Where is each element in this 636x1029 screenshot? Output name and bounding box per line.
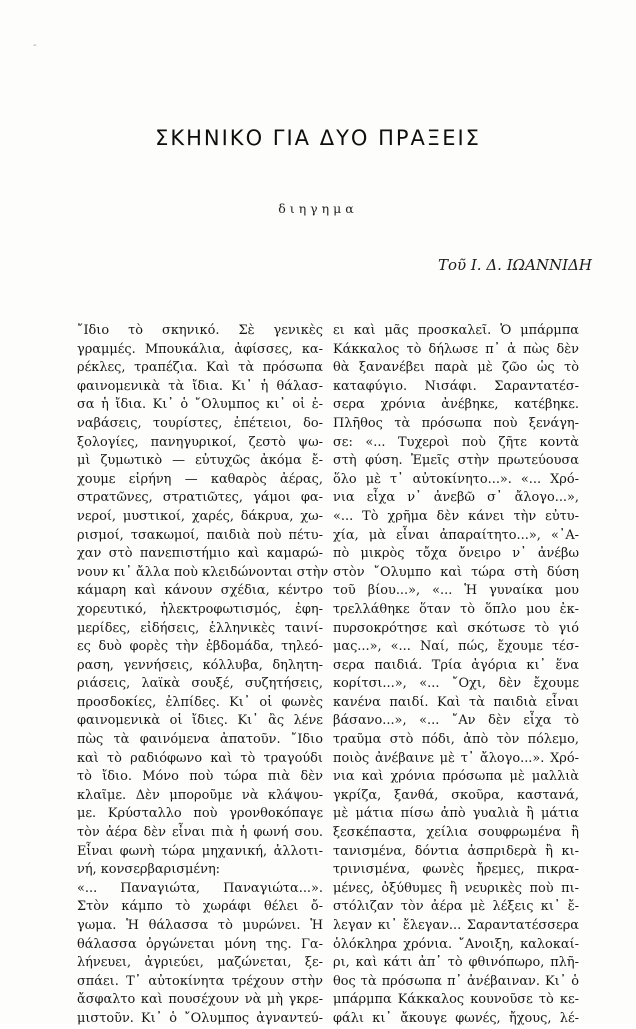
text-line: φαινομενικὰ οἱ ἴδιες. Κι᾽ ἂς λένε	[77, 713, 323, 729]
text-line: καταφύγιο. Νισάφι. Σαραντατέσ-	[333, 378, 579, 394]
text-line: κλαῖμε. Δὲν μποροῦμε νὰ κλάψου-	[77, 787, 323, 803]
text-line: σερα χρόνια ἀνέβηκε, κατέβηκε.	[333, 397, 579, 413]
text-line: στὴ φύση. Ἐμεῖς στὴν πρωτεύουσα	[333, 453, 579, 469]
text-line: νή, κονσερβαρισμένη:	[77, 862, 221, 878]
text-line: ραση, γεννήσεις, κόλλυβα, δηλητη-	[77, 657, 323, 673]
text-line: θάλασσα ὀργώνεται μόνη της. Γα-	[77, 936, 323, 952]
text-line: στόλιζαν τὸν ἀέρα μὲ λέξεις κι᾽ ἔ-	[333, 899, 579, 915]
text-line: μερίδες, εἰδήσεις, ἑλληνικὲς ταινί-	[77, 620, 323, 636]
text-line: ναβάσεις, τουρίστες, ἐπέτειοι, δο-	[77, 415, 323, 431]
text-line: νεροί, μυστικοί, χαρές, δάκρυα, χω-	[77, 508, 323, 524]
text-line: ξολογίες, πανηγυρικοί, ζεστὸ ψω-	[77, 434, 323, 450]
right-text-column	[333, 322, 579, 1029]
text-line: γκρίζα, ξανθά, σκοῦρα, καστανά,	[333, 787, 579, 803]
text-line: ποιὸς ἀνέβαινε μὲ τ᾽ ἄλογο...». Χρό-	[333, 750, 579, 766]
text-line: στρατῶνες, στρατιῶτες, γάμοι φα-	[77, 490, 323, 506]
text-line: ει καὶ μᾶς προσκαλεῖ. Ὁ μπάρμπα	[333, 323, 579, 338]
text-line: τὸ ἴδιο. Μόνο ποὺ τώρα πιὰ δὲν	[77, 769, 323, 785]
text-line: τραῦμα στὸ πόδι, ἀπὸ τὸν πόλεμο,	[333, 732, 579, 748]
text-line: ἄσφαλτο καὶ πουσέχουν νὰ μὴ γκρε-	[77, 992, 323, 1008]
text-line: ὅλο μὲ τ᾽ αὐτοκίνητο...». «... Χρό-	[333, 471, 579, 487]
text-line: προσδοκίες, ἐλπίδες. Κι᾽ οἱ φωνὲς	[77, 694, 323, 710]
text-line: σπάει. Τ᾽ αὐτοκίνητα τρέχουν στὴν	[77, 973, 323, 989]
text-line: κορίτσι...», «... ῎Οχι, δὲν ἔχουμε	[333, 676, 579, 692]
text-line: κάμαρη καὶ κάνουν σχέδια, κέντρο	[77, 583, 323, 599]
text-line: γραμμές. Μπουκάλια, ἀφίσσες, κα-	[77, 341, 323, 357]
story-subtitle: διηγημα	[278, 201, 358, 216]
text-line: χουμε εἰρήνη — καθαρὸς ἀέρας,	[77, 471, 323, 487]
text-line: μὶ ζυμωτικὸ — εὐτυχῶς ἀκόμα ἔ-	[77, 453, 323, 469]
text-line: φάλι κι᾽ ἄκουγε φωνές, ἤχους, λέ-	[333, 1010, 579, 1026]
text-line: ρέκλες, τραπέζια. Καὶ τὰ πρόσωπα	[77, 360, 323, 376]
text-line: πυρσοκρότησε καὶ σκότωσε τὸ γιό	[333, 620, 579, 636]
text-line: θὰ ξανανέβει παρὰ μὲ ζῶο ὡς τὸ	[333, 360, 579, 376]
text-line: Στὸν κάμπο τὸ χωράφι θέλει ὄ-	[77, 899, 323, 915]
text-line: κανένα παιδί. Καὶ τὰ παιδιὰ εἶναι	[333, 694, 579, 710]
text-line: τρινισμένα, φωνὲς ἤρεμες, πικρα-	[333, 862, 579, 878]
text-line: σερα παιδιά. Τρία ἀγόρια κι᾽ ἕνα	[333, 657, 579, 673]
text-line: φαινομενικὰ τὰ ἴδια. Κι᾽ ἡ θάλασ-	[77, 378, 323, 394]
text-line: νια καὶ χρόνια πρόσωπα μὲ μαλλιὰ	[333, 769, 579, 785]
text-line: νια εἶχα ν᾽ ἀνεβῶ σ᾽ ἄλογο...»,	[333, 490, 579, 506]
text-line: σε: «... Τυχεροὶ ποὺ ζῆτε κοντὰ	[333, 434, 579, 450]
text-line: πὼς τὰ φαινόμενα ἀπατοῦν. ῎Ιδιο	[77, 732, 323, 748]
text-line: με. Κρύσταλλο ποὺ γρονθοκόπαγε	[77, 806, 323, 822]
text-line: στὸν ῎Ολυμπο καὶ τώρα στὴ δύση	[333, 564, 579, 580]
text-line: χαν στὸ πανεπιστήμιο καὶ καμαρώ-	[77, 546, 323, 562]
text-line: Πλῆθος τὰ πρόσωπα ποὺ ξενάγη-	[333, 415, 579, 431]
text-line: βάσανο...», «... ῎Αν δὲν εἶχα τὸ	[333, 713, 579, 729]
text-line: τρελλάθηκε ὅταν τὸ ὅπλο μου ἐκ-	[333, 601, 579, 617]
text-line: ρισμοί, τσακωμοί, παιδιὰ ποὺ πέτυ-	[77, 527, 323, 543]
text-line: μπάρμπα Κάκκαλος κουνοῦσε τὸ κε-	[333, 992, 579, 1008]
text-line: Εἶναι φωνὴ τώρα μηχανική, ἀλλοτι-	[77, 843, 323, 859]
text-line: ες δυὸ φορὲς τὴν ἑβδομάδα, τηλεό-	[77, 639, 323, 655]
text-line: λήνευει, ἀγριεύει, μαζώνεται, ξε-	[77, 955, 323, 971]
text-line: ξεσκέπαστα, χείλια σουφρωμένα ἢ	[333, 825, 579, 841]
text-line: γωμα. Ἡ θάλασσα τὸ μυρώνει. Ἡ	[77, 918, 323, 933]
text-line: «... Τὸ χρῆμα δὲν κάνει τὴν εὐτυ-	[333, 508, 579, 524]
scan-mark: -	[33, 40, 37, 51]
text-line: ὁλόκληρα χρόνια. ῎Ανοιξη, καλοκαί-	[333, 936, 579, 952]
text-line: τανισμένα, δόντια ἀσπριδερὰ ἢ κι-	[333, 843, 579, 859]
text-line: τὸν ἀέρα δὲν εἶναι πιὰ ἡ φωνή σου.	[77, 825, 323, 841]
text-line: ριάσεις, λαϊκὰ σουξέ, συζητήσεις,	[77, 676, 323, 692]
text-line: νουν κι᾽ ἄλλα ποὺ κλειδώνονται στὴν	[77, 564, 329, 580]
text-line: ρι, καὶ κάτι ἀπ᾽ τὸ φθινόπωρο, πλῆ-	[333, 955, 579, 971]
text-line: «... Παναγιώτα, Παναγιώτα...».	[77, 880, 323, 896]
text-line: μὲ μάτια πίσω ἀπὸ γυαλιὰ ἢ μάτια	[333, 806, 579, 822]
left-text-column	[77, 322, 329, 1029]
text-line: μας...», «... Ναί, πώς, ἔχουμε τέσ-	[333, 639, 579, 655]
text-line: σα ἡ ἴδια. Κι᾽ ὁ ῎Ολυμπος κι᾽ οἱ ἐ-	[77, 397, 323, 413]
text-line: πὸ μικρὸς τὄχα ὄνειρο ν᾽ ἀνέβω	[333, 546, 579, 562]
text-line: λεγαν κι᾽ ἔλεγαν... Σαραντατέσσερα	[333, 918, 579, 933]
text-line: θος τὰ πρόσωπα π᾽ ἀνέβαιναν. Κι᾽ ὁ	[333, 973, 579, 989]
text-line: μένες, ὀξύθυμες ἢ νευρικὲς ποὺ πι-	[333, 880, 579, 896]
story-title: ΣΚΗΝΙΚΟ ΓΙΑ ΔΥΟ ΠΡΑΞΕΙΣ	[155, 126, 481, 150]
text-line: μιστοῦν. Κι᾽ ὁ ῎Ολυμπος ἀγναντεύ-	[77, 1010, 323, 1026]
story-author: Τοῦ Ι. Δ. ΙΩΑΝΝΙΔΗ	[437, 256, 592, 274]
text-line: Κάκκαλος τὸ δήλωσε π᾽ ἀ πὼς δὲν	[333, 341, 579, 357]
text-line: καὶ τὸ ραδιόφωνο καὶ τὸ τραγούδι	[77, 750, 323, 766]
text-line: ῎Ιδιο τὸ σκηνικό. Σὲ γενικὲς	[77, 323, 323, 338]
text-line: χορευτικό, ἠλεκτροφωτισμός, ἐφη-	[77, 601, 323, 617]
text-line: τοῦ βίου...», «... Ἡ γυναίκα μου	[333, 583, 579, 599]
text-line: χία, μὰ εἶναι ἀπαραίτητο...», «᾽Α-	[333, 527, 579, 543]
